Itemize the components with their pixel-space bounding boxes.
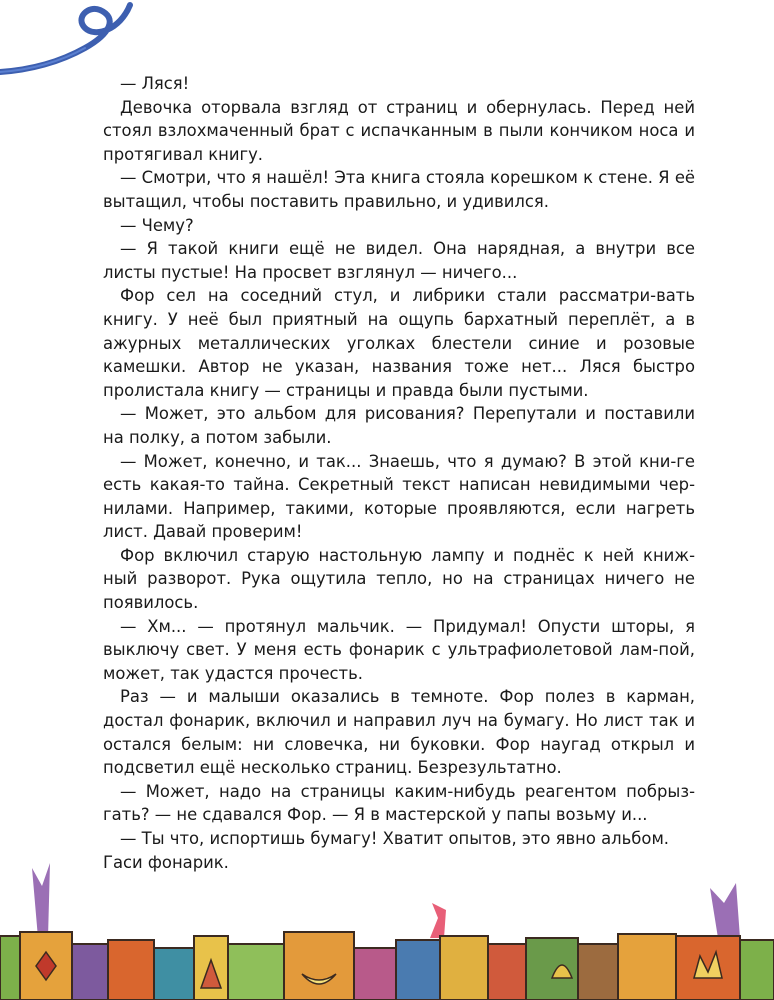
paragraph: — Может, это альбом для рисования? Перепутали и поставили на полку, а потом забыли.	[103, 404, 695, 447]
paragraph: — Может, надо на страницы каким-нибудь реагентом побрыз-гать? — не сдавался Фор. — Я в мастерской у папы возьму и...	[103, 781, 695, 825]
bookmark-icon	[430, 903, 446, 938]
paragraph: — Чему?	[120, 215, 194, 235]
paragraph: Девочка оторвала взгляд от страниц и обернулась. Перед ней стоял взлохмаченный брат с испачканным в пыли кончиком носа и протягивал книгу.	[103, 97, 695, 164]
paragraph: — Ты что, испортишь бумагу! Хватит опытов, это явно альбом. Гаси фонарик.	[103, 829, 670, 872]
paragraph: — Ляся!	[120, 74, 190, 93]
paragraph: — Смотри, что я нашёл! Эта книга стояла корешком к стене. Я её вытащил, чтобы поставить правильно, и удивился.	[103, 168, 695, 211]
paragraph: Раз — и малыши оказались в темноте. Фор полез в карман, достал фонарик, включил и направил луч на бумагу. Но лист так и остался белым: ни словечка, ни буковки. Фор наугад открыл и подсветил ещё несколько страниц. Безрезультатно.	[103, 687, 695, 778]
paragraph: — Может, конечно, и так... Знаешь, что я думаю? В этой кни-ге есть какая-то тайна. Секретный текст написан невидимыми чер-нилами. Например, такими, которые проявляются, если нагреть лист. Давай проверим!	[103, 451, 695, 542]
story-text	[103, 72, 695, 874]
paragraph: — Хм... — протянул мальчик. — Придумал! Опусти шторы, я выключу свет. У меня есть фонарик с ультрафиолетовой лам-пой, может, так удастся прочесть.	[103, 616, 695, 683]
paragraph: Фор сел на соседний стул, и либрики стали рассматри-вать книгу. У неё был приятный на ощупь бархатный переплёт, а в ажурных металлических уголках блестели синие и розовые камешки. Автор не указан, названия тоже нет... Ляся быстро пролистала книгу — страницы и правда были пустыми.	[103, 286, 695, 400]
paragraph: Фор включил старую настольную лампу и поднёс к ней книж-ный разворот. Рука ощутила тепло, но на страницах ничего не появилось.	[103, 545, 695, 613]
bookmark-icon	[32, 863, 50, 938]
bookmark-icon	[710, 883, 740, 938]
paragraph: — Я такой книги ещё не видел. Она нарядная, а внутри все листы пустые! На просвет взглянул — ничего...	[103, 239, 695, 282]
bookshelf-illustration	[0, 848, 774, 1000]
